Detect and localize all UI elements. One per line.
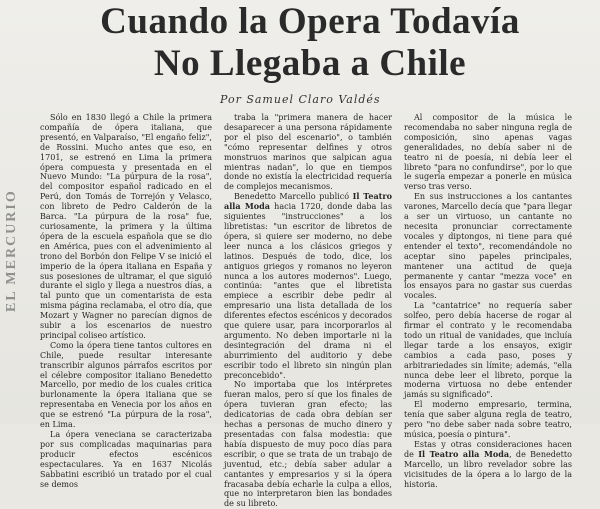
article-paragraph: La "cantatrice" no requería saber solfeo, pero debía hacerse de rogar al firmar el contrato y le recomendaba todo un ritual de vanidades, que incluía llegar tarde a los ensayos, exigir cambios a cada paso, poses y arbitrariedades sin límite; además, "ella nunca debe leer el libreto, porque la moderna virtuosa no debe entender jamás su significado". <box>404 301 572 400</box>
article-column-3 <box>404 113 572 489</box>
article-paragraph: Como la ópera tiene tantos cultores en Chile, puede resultar interesante transcribir algunos párrafos escritos por el célebre compositor italiano Benedetto Marcello, por medio de los cuales critica burlonamente la ópera italiana que se representaba en Venecia por los años en que se estrenó "La púrpura de la rosa", en Lima. <box>40 340 212 430</box>
article-paragraph: No importaba que los intérpretes fueran malos, pero sí que los finales de ópera tuvieran gran efecto; las dedicatorias de cada obra debían ser hechas a personas de mucho dinero y presentadas con falsa modestia: que había dispuesto de muy poco días para escribir, o que se trata de un trabajo de juventud, etc.; debía saber adular a cantantes y empresarios y si la ópera fracasaba debía echarle la culpa a ellos, que no interpretaron bien las bondades de su libreto. <box>224 380 392 509</box>
headline-line-2: No Llegaba a Chile <box>153 43 467 84</box>
article-paragraph: El moderno empresario, termina, tenía que saber alguna regla de teatro, pero "no debe saber nada sobre teatro, música, poesía o pintura". <box>404 400 572 439</box>
article-paragraph: En sus instrucciones a los cantantes varones, Marcello decía que "para llegar a ser un virtuoso, un cantante no necesita pronunciar correctamente vocales y diptongos, ni tiene para qué entender el texto", recomendándole no aceptar sino papeles principales, mantener una actitud de queja permanente y cantar "mezza voce" en los ensayos para no gastar sus cuerdas vocales. <box>404 192 572 301</box>
article-paragraph: Benedetto Marcello publicó Il Teatro alla Moda hacia 1720, donde daba las siguientes "instrucciones" a los libretistas: "un escritor de libretos de ópera, si quiere ser moderno, no debe leer nunca a los clásicos griegos y latinos. Después de todo, dice, los antiguos griegos y romanos no leyeron nunca a los autores modernos". Luego, continúa: "antes que el libretista empiece a escribir debe pedir al empresario una lista detallada de los diferentes efectos escénicos y decorados que quiere usar, para incorporarlos al argumento. No deben importarle ni la desintegración del drama ni el aburrimiento del auditorio y debe escribir todo el libreto sin ningún plan preconcebido". <box>224 191 392 380</box>
article-paragraph: Estas y otras consideraciones hacen de Il Teatro alla Moda, de Benedetto Marcello, un libro revelador sobre las vicisitudes de la ópera a lo largo de la historia. <box>404 439 572 489</box>
article-paragraph: Sólo en 1830 llegó a Chile la primera compañía de ópera italiana, que presentó, en Valparaíso, "El engaño feliz", de Rossini. Mucho antes que eso, en 1701, se estrenó en Lima la primera ópera compuesta y presentada en el Nuevo Mundo: "La púrpura de la rosa", del compositor español radicado en el Perú, don Tomás de Torrejón y Velasco, con libreto de Pedro Calderón de la Barca. "La púrpura de la rosa" fue, curiosamente, la primera y la última ópera de la escuela española que se dio en América, pues con el advenimiento al trono del Borbón don Felipe V se inició el imperio de la ópera italiana en España y sus posesiones de ultramar, el que siguió durante el siglo y llega a nuestros días, a tal punto que un comentarista de esta misma página reclamaba, el otro día, que Mozart y Wagner no parecían dignos de subir a los escenarios de nuestro principal coliseo artístico. <box>40 113 212 340</box>
article-column-2 <box>224 113 392 509</box>
margin-stamp: EL MERCURIO <box>4 189 19 312</box>
bold-title: Il Teatro alla Moda <box>418 448 510 459</box>
article-paragraph: La ópera veneciana se caracterizaba por sus complicadas maquinarias para producir efectos escénicos espectaculares. Ya en 1637 Nicolás Sabbatini escribió un tratado por el cual se demos <box>40 430 212 489</box>
headline-line-1: Cuando la Opera Todavía <box>100 1 520 42</box>
bold-title: Il Teatro alla Moda <box>224 191 392 212</box>
article-paragraph: traba la "primera manera de hacer desaparecer a una persona rápidamente por el piso del escenario", o también "cómo representar delfines y otros monstruos marinos que salpican agua mientras nadan", lo que en tiempos donde no existía la electricidad requería de complejos mecanismos. <box>224 113 392 192</box>
byline: Por Samuel Claro Valdés <box>220 93 381 106</box>
article-column-1 <box>40 113 212 489</box>
article-paragraph: Al compositor de la música le recomendaba no saber ninguna regla de composición, sino apenas vagas generalidades, no debía saber ni de teatro ni de poesía, ni debía leer el libreto "para no confundirse", por lo que le sugería empezar a ponerle en música verso tras verso. <box>404 113 572 192</box>
